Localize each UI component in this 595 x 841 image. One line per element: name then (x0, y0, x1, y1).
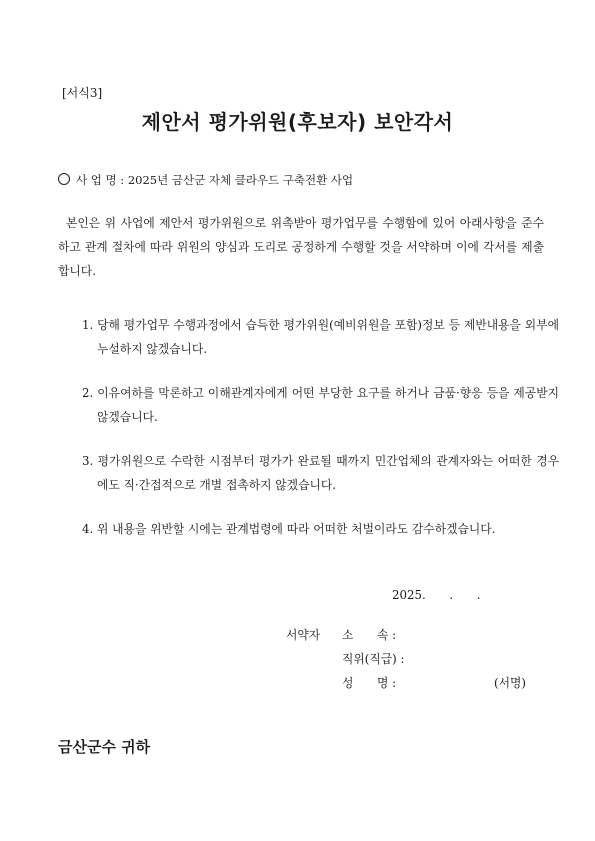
position-label: 직위(직급) : (342, 652, 405, 666)
pledge-item-1: 1. 당해 평가업무 수행과정에서 습득한 평가위원(예비위원을 포함)정보 등 제반내용을 외부에 누설하지 않겠습니다. (82, 318, 559, 356)
pledge-date: 2025. . . (392, 588, 481, 602)
affiliation-label: 소 속 : (342, 628, 397, 642)
pledge-item-2: 2. 이유여하를 막론하고 이해관계자에게 어떤 부당한 요구를 하거나 금품·향응 등을 제공받지 않겠습니다. (82, 386, 559, 424)
pledge-item-3: 3. 평가위원으로 수락한 시점부터 평가가 완료될 때까지 민간업체의 관계자와는 어떠한 경우에도 직·간접적으로 개별 접촉하지 않겠습니다. (82, 454, 559, 492)
form-number: [서식3] (62, 86, 103, 100)
circle-bullet-icon (58, 173, 70, 185)
project-label: 사 업 명 : 2025년 금산군 자체 클라우드 구축전환 사업 (76, 173, 354, 187)
signature-label: (서명) (494, 676, 526, 690)
document-title: 제안서 평가위원(후보자) 보안각서 (141, 110, 454, 134)
signer-label: 서약자 (286, 628, 321, 642)
project-line (58, 172, 353, 188)
pledge-item-4: 4. 위 내용을 위반할 시에는 관계법령에 따라 어떠한 처벌이라도 감수하겠습니다. (82, 522, 496, 536)
intro-paragraph: 본인은 위 사업에 제안서 평가위원으로 위촉받아 평가업무를 수행함에 있어 아래사항을 준수하고 관계 절차에 따라 위원의 양심과 도리로 공정하게 수행할 것을 서약하며 이에 각서를 제출합니다. (58, 216, 544, 278)
addressee: 금산군수 귀하 (58, 738, 151, 756)
name-label: 성 명 : (342, 676, 397, 690)
